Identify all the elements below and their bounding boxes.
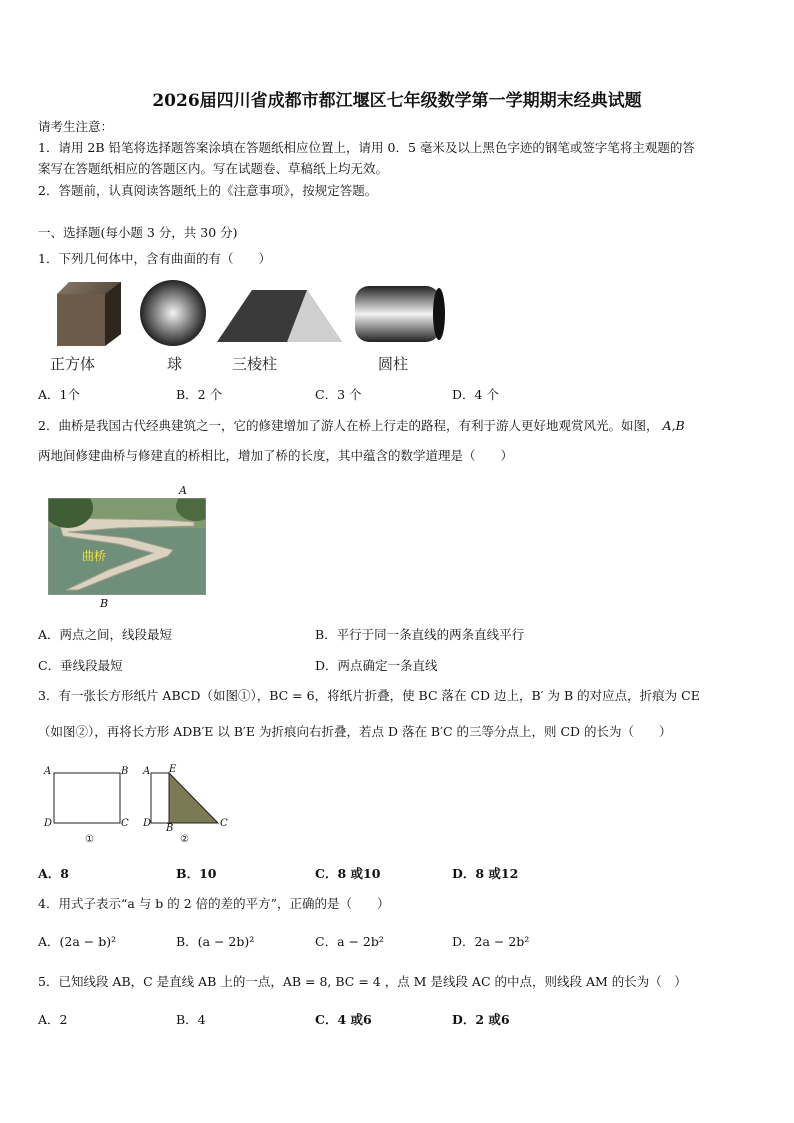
- q1-option-a[interactable]: A．1个: [38, 387, 80, 402]
- sphere-shape: [140, 280, 206, 346]
- q1-solids-figure: [55, 280, 465, 350]
- q3-fig1-c: C: [121, 818, 129, 829]
- q3-fig2-rect: [151, 773, 169, 823]
- notice-line-2: 2．答题前，认真阅读答题纸上的《注意事项》，按规定答题。: [38, 183, 378, 198]
- q2-point-b: B: [100, 597, 109, 610]
- q3-option-a[interactable]: A．8: [38, 866, 69, 881]
- q1-option-c[interactable]: C．3 个: [315, 387, 362, 402]
- q1-stem: 1．下列几何体中，含有曲面的有（ ）: [38, 251, 271, 266]
- notice-heading: 请考生注意：: [38, 119, 114, 134]
- q3-fig2-e: E: [169, 764, 177, 775]
- q1-option-b[interactable]: B．2 个: [176, 387, 223, 402]
- q3-fig1-rect: [54, 773, 120, 823]
- q2-option-c[interactable]: C．垂线段最短: [38, 658, 123, 673]
- cube-shape: [57, 282, 121, 346]
- q3-option-c[interactable]: C．8 或10: [315, 866, 381, 881]
- q3-fig2-d: D: [143, 818, 152, 829]
- q5-option-b[interactable]: B．4: [176, 1012, 206, 1027]
- q3-fig1-number: ①: [85, 834, 94, 845]
- q3-fig2-b: B: [166, 823, 174, 834]
- notice-line-1b: 案写在答题纸相应的答题区内。写在试题卷、草稿纸上均无效。: [38, 161, 389, 176]
- prism-shape: [217, 290, 342, 342]
- page-title: 2026届四川省成都市都江堰区七年级数学第一学期期末经典试题: [152, 91, 642, 111]
- q3-stem-line1: 3．有一张长方形纸片 ABCD（如图①），BC = 6，将纸片折叠，使 BC 落在 CD 边上，B′ 为 B 的对应点，折痕为 CE: [38, 688, 700, 703]
- q2-stem-text: 2．曲桥是我国古代经典建筑之一，它的修建增加了游人在桥上行走的路程，有利于游人更好地观赏风光。如图，: [38, 418, 659, 433]
- q4-option-d[interactable]: D．2a − 2b²: [452, 934, 530, 949]
- q1-label-sphere: 球: [167, 355, 183, 373]
- q2-point-a: A: [179, 484, 187, 497]
- q5-option-a[interactable]: A．2: [38, 1012, 68, 1027]
- q3-fig1-b: B: [121, 766, 129, 777]
- q2-bridge-photo: [48, 498, 206, 595]
- q2-stem-line2: 两地间修建曲桥与修建直的桥相比，增加了桥的长度，其中蕴含的数学道理是（ ）: [38, 448, 514, 463]
- q3-fig2-a: A: [143, 766, 151, 777]
- q3-fig1-a: A: [44, 766, 52, 777]
- notice-line-1a: 1．请用 2B 铅笔将选择题答案涂填在答题纸相应位置上，请用 0．5 毫米及以上黑色字迹的钢笔或签字笔将主观题的答: [38, 140, 695, 155]
- q4-option-a[interactable]: A．(2a − b)²: [38, 934, 117, 949]
- q3-figures: [40, 762, 240, 852]
- q2-stem-math-ab: A,B: [662, 418, 685, 433]
- q2-stem-line1: [38, 417, 685, 435]
- q4-option-b[interactable]: B．(a − 2b)²: [176, 934, 255, 949]
- q4-option-c[interactable]: C．a − 2b²: [315, 934, 384, 949]
- q1-label-cylinder: 圆柱: [378, 355, 409, 373]
- q3-fig2-number: ②: [180, 834, 189, 845]
- q2-option-d[interactable]: D．两点确定一条直线: [315, 658, 438, 673]
- q1-label-prism: 三棱柱: [232, 355, 278, 373]
- q5-option-c[interactable]: C．4 或6: [315, 1012, 372, 1027]
- q3-option-b[interactable]: B．10: [176, 866, 217, 881]
- q2-option-b[interactable]: B．平行于同一条直线的两条直线平行: [315, 627, 525, 642]
- q3-fig2-c: C: [220, 818, 228, 829]
- q1-option-d[interactable]: D．4 个: [452, 387, 499, 402]
- q3-fig2-triangle: [169, 773, 218, 823]
- q2-photo-label: 曲桥: [82, 549, 107, 563]
- section-heading: 一、选择题(每小题 3 分，共 30 分): [38, 225, 238, 240]
- q3-option-d[interactable]: D．8 或12: [452, 866, 519, 881]
- q3-fig1-d: D: [44, 818, 53, 829]
- cylinder-shape: [355, 286, 445, 342]
- q5-stem: 5．已知线段 AB，C 是直线 AB 上的一点，AB = 8, BC = 4 ，点 M 是线段 AC 的中点，则线段 AM 的长为（ ）: [38, 974, 687, 989]
- q1-label-cube: 正方体: [50, 355, 96, 373]
- q5-option-d[interactable]: D．2 或6: [452, 1012, 510, 1027]
- q2-option-a[interactable]: A．两点之间，线段最短: [38, 627, 173, 642]
- q3-stem-line2: （如图②），再将长方形 ADB′E 以 B′E 为折痕向右折叠，若点 D 落在 B′C 的三等分点上，则 CD 的长为（ ）: [38, 724, 672, 739]
- q4-stem: 4．用式子表示“a 与 b 的 2 倍的差的平方”，正确的是（ ）: [38, 896, 390, 911]
